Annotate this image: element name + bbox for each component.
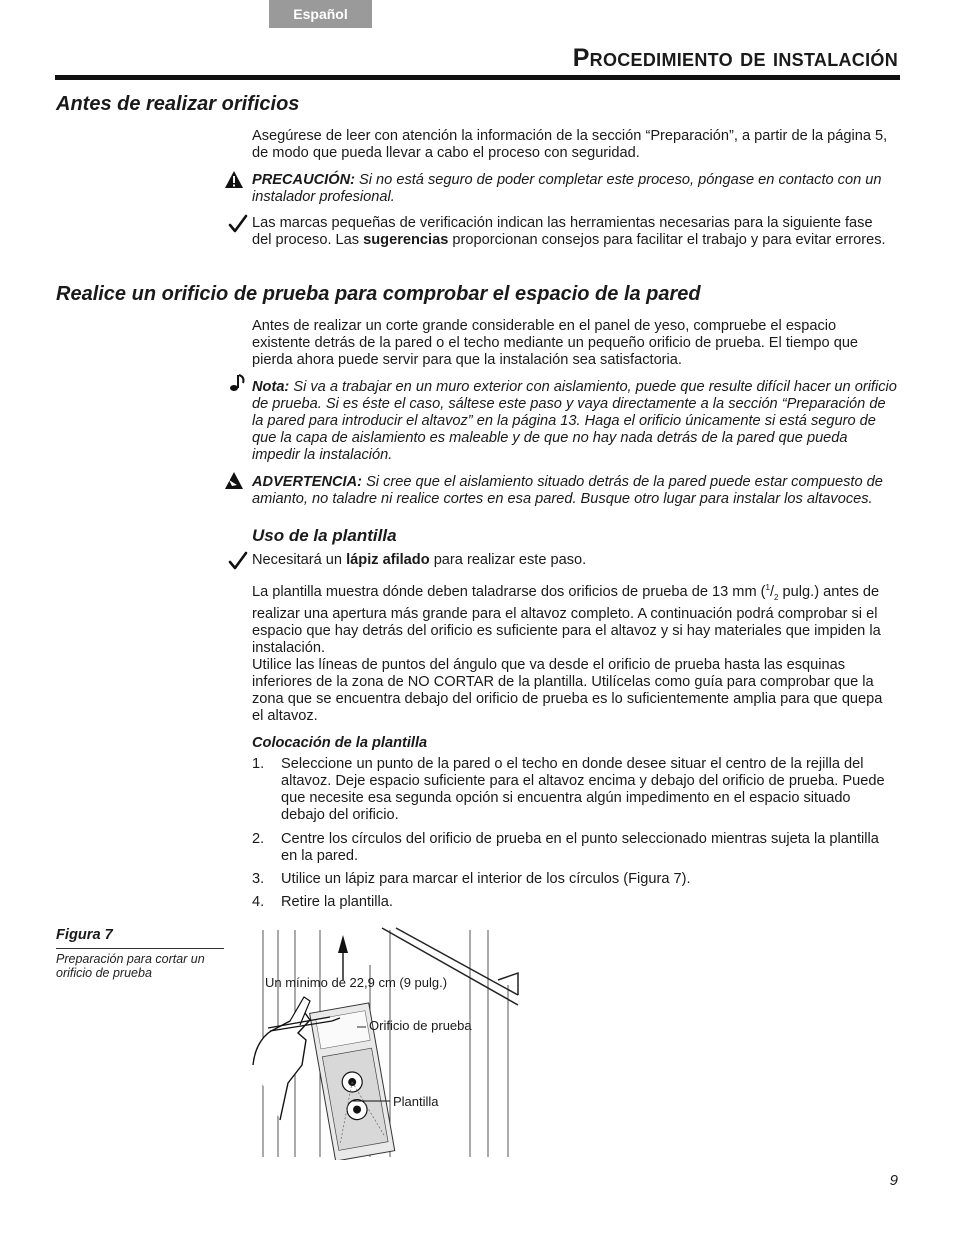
section-heading-before-drilling: Antes de realizar orificios	[56, 93, 300, 115]
template-desc-end: pulg.) antes de realizar una apertura más grande para el altavoz completo. A continuación podrá comprobar si el espacio que hay detrás del orificio es suficiente para el altavoz y si hay materiales que impiden la instalación.	[252, 583, 881, 656]
fraction-denominator: 2	[774, 592, 779, 602]
insulation-note	[252, 379, 897, 464]
installation-illustration	[250, 925, 525, 1160]
check-explanation	[252, 215, 892, 249]
checkmark-icon	[228, 214, 248, 234]
warning-icon	[224, 471, 244, 491]
step-text: Retire la plantilla.	[281, 894, 393, 910]
figure-label: Figura 7	[56, 927, 113, 943]
tool-text-end: para realizar este paso.	[429, 552, 587, 568]
template-description: La plantilla muestra dónde deben taladrarse dos orificios de prueba de 13 mm ($^1/_2$ pulg.) antes de realizar una apertura más grande para el altavoz completo. A continuación podrá comprobar si el espacio que hay detrás del orificio es suficiente para el altavoz y si hay materiales que impiden la instalación.	[252, 583, 881, 656]
warning-text: Si cree que el aislamiento situado detrás de la pared puede estar compuesto de amianto, no taladre ni realice cortes en esa pared. Busque otro lugar para instalar los altavoces.	[252, 474, 883, 507]
asbestos-warning	[252, 474, 897, 508]
figure-caption: Preparación para cortar un orificio de prueba	[56, 952, 205, 980]
list-item	[252, 831, 892, 865]
caution-icon	[224, 170, 244, 190]
test-hole-intro: Antes de realizar un corte grande considerable en el panel de yeso, compruebe el espacio existente detrás de la pared o el techo mediante un pequeño orificio de prueba. El tiempo que pierda ahora puede servir para que la instalación sea satisfactoria.	[252, 318, 859, 368]
warning-label: ADVERTENCIA:	[252, 474, 363, 490]
step-number: 1.	[252, 756, 265, 772]
subsection-heading-template: Uso de la plantilla	[252, 526, 397, 545]
checkmark-icon	[228, 551, 248, 571]
step-number: 3.	[252, 871, 265, 887]
page-number: 9	[889, 1172, 898, 1189]
caution-label: PRECAUCIÓN:	[252, 172, 355, 188]
template-desc-start: La plantilla muestra dónde deben taladrarse dos orificios de prueba de 13 mm (	[252, 583, 766, 600]
list-item	[252, 756, 892, 824]
check-text-end: proporcionan consejos para facilitar el trabajo y para evitar errores.	[448, 232, 886, 248]
step-text: Centre los círculos del orificio de prueba en el punto seleccionado mientras sujeta la plantilla en la pared.	[281, 831, 879, 864]
placement-heading: Colocación de la plantilla	[252, 735, 428, 751]
step-number: 2.	[252, 831, 265, 847]
step-text: Utilice un lápiz para marcar el interior de los círculos (Figura 7).	[281, 871, 691, 887]
note-label: Nota:	[252, 379, 290, 395]
tool-text-start: Necesitará un	[252, 552, 347, 568]
step-text: Seleccione un punto de la pared o el techo en donde desee situar el centro de la rejilla del altavoz. Deje espacio suficiente para el altavoz encima y debajo del orificio de prueba. Puede que necesite esa segunda opción si encuentra algún impedimento en el espacio situado debajo del orificio.	[281, 756, 885, 823]
tool-name: lápiz afilado	[346, 552, 430, 568]
page-title: Procedimiento de instalación	[572, 44, 898, 72]
dotted-lines-paragraph: Utilice las líneas de puntos del ángulo que va desde el orificio de prueba hasta las esquinas inferiores de la zona de NO CORTAR de la plantilla. Utilícelas como guía para comprobar que la zona que se encuentra debajo del orificio de prueba es lo suficientemente amplia para que quepa el altavoz.	[252, 657, 883, 724]
music-note-icon	[228, 373, 248, 393]
section-heading-test-hole: Realice un orificio de prueba para comprobar el espacio de la pared	[56, 283, 701, 305]
caution-note	[252, 172, 897, 206]
caution-text: Si no está seguro de poder completar este proceso, póngase en contacto con un instalador profesional.	[252, 172, 882, 205]
callout-minimum-distance: Un mínimo de 22,9 cm (9 pulg.)	[265, 975, 448, 990]
title-rule	[55, 75, 900, 80]
step-number: 4.	[252, 894, 265, 910]
check-text-start: Las marcas pequeñas de verificación indican las herramientas necesarias para la siguiente fase del proceso. Las	[252, 215, 873, 248]
callout-test-hole: Orificio de prueba	[369, 1018, 472, 1033]
list-item	[252, 894, 892, 911]
list-item	[252, 871, 892, 888]
check-text-bold: sugerencias	[363, 232, 449, 248]
figure-rule	[56, 948, 224, 949]
tool-required	[252, 552, 892, 569]
language-tab: Español	[269, 0, 372, 28]
callout-template: Plantilla	[393, 1094, 439, 1109]
note-text: Si va a trabajar en un muro exterior con aislamiento, puede que resulte difícil hacer un orificio de prueba. Si es éste el caso, sáltese este paso y vaya directamente a la sección “Preparación de la pared para introducir el altavoz” en la página 13. Haga el orificio únicamente si está seguro de que la capa de aislamiento es maleable y de que no hay nada detrás de la pared que pueda impedir la instalación.	[252, 379, 897, 463]
fraction-numerator: 1	[765, 583, 770, 592]
intro-paragraph: Asegúrese de leer con atención la información de la sección “Preparación”, a partir de la página 5, de modo que pueda llevar a cabo el proceso con seguridad.	[252, 128, 888, 161]
